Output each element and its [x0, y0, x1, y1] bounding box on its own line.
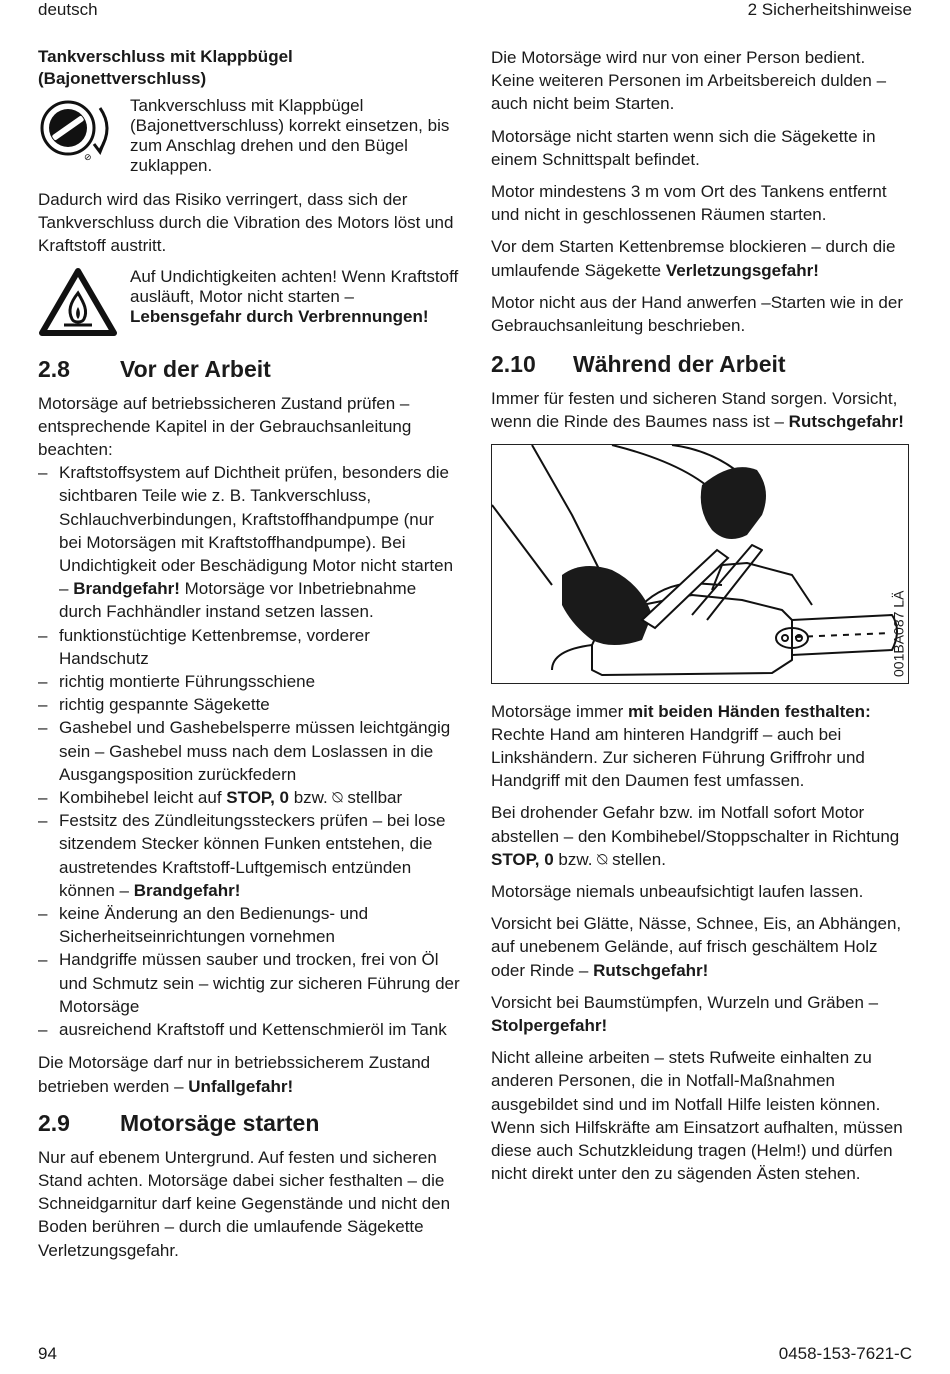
- tank-cap-text: Tankverschluss mit Klappbügel (Bajonettverschluss) korrekt einsetzen, bis zum Anschlag drehen und den Bügel zuklappen.: [130, 96, 450, 175]
- section-2-8-intro: Motorsäge auf betriebssicheren Zustand prüfen – entsprechende Kapitel in der Gebrauchsanleitung beachten:: [38, 393, 412, 460]
- left-column: [38, 46, 460, 1271]
- fire-warning-text-b: Lebensgefahr durch Verbrennungen!: [130, 306, 429, 326]
- chainsaw-illustration: [491, 444, 909, 684]
- section-2-9-number: 2.9: [38, 1109, 70, 1136]
- section-2-8-outro-b: Unfallgefahr!: [188, 1076, 294, 1096]
- paragraph-emergency-stop-a: Bei drohender Gefahr bzw. im Notfall sofort Motor abstellen – den Kombihebel/Stoppschalter in Richtung: [491, 803, 900, 846]
- checklist-item-text-b: STOP, 0: [226, 788, 289, 808]
- fire-warning-icon: [38, 267, 130, 342]
- checklist-item-text-a: Handgriffe müssen sauber und trocken, frei von Öl und Schmutz sein – wichtig zur sicheren Führung der Motorsäge: [59, 950, 460, 1016]
- checklist-item: [38, 670, 460, 693]
- checklist-item: [38, 902, 460, 948]
- tank-cap-block: [38, 96, 460, 176]
- section-2-9-paragraph: Nur auf ebenem Untergrund. Auf festen und sicheren Stand achten. Motorsäge dabei sicher festhalten – die Schneidgarnitur darf keine Gegenstände und nicht den Boden berühren – durch die umlaufende Sägekette Verletzungsgefahr.: [38, 1147, 451, 1260]
- chainsaw-drawing: [492, 445, 908, 683]
- section-2-8-heading: [38, 354, 460, 384]
- paragraph-unattended: Motorsäge niemals unbeaufsichtigt laufen lassen.: [491, 882, 864, 902]
- paragraph-both-hands-a: Motorsäge immer: [491, 701, 628, 721]
- paragraph-both-hands-b: mit beiden Händen festhalten:: [627, 701, 871, 721]
- paragraph-distance: Motor mindestens 3 m vom Ort des Tankens entfernt und nicht in geschlossenen Räumen starten.: [491, 182, 887, 225]
- paragraph-emergency-stop-c: bzw. ⍉ stellen.: [553, 849, 666, 869]
- checklist-item: [38, 786, 460, 809]
- paragraph-slippery-a: Vorsicht bei Glätte, Nässe, Schnee, Eis, an Abhängen, auf unebenem Gelände, auf frisch geschältem Holz oder Rinde –: [491, 914, 902, 980]
- paragraph-tripping-a: Vorsicht bei Baumstümpfen, Wurzeln und Gräben –: [491, 992, 879, 1012]
- fire-warning-text: [130, 267, 460, 342]
- section-2-8-outro-a: Die Motorsäge darf nur in betriebssicherem Zustand betrieben werden –: [38, 1053, 431, 1096]
- paragraph-cut-gap: Motorsäge nicht starten wenn sich die Sägekette in einem Schnittspalt befindet.: [491, 126, 876, 169]
- section-2-9-heading: [38, 1108, 460, 1138]
- header-section: 2 Sicherheitshinweise: [747, 0, 912, 19]
- fire-warning-block: [38, 267, 460, 342]
- paragraph-stance: [491, 387, 913, 433]
- paragraph-not-alone: Nicht alleine arbeiten – stets Rufweite einhalten zu anderen Personen, die in Notfall-Maßnahmen ausgebildet sind und im Notfall Hilfe leisten können. Wenn sich Hilfskräfte am Einsatzort aufhalten, müssen diese auch Schutzkleidung tragen (Helm!) und dürfen nicht direkt unter den zu sägenden Ästen stehen.: [491, 1048, 903, 1184]
- paragraph-one-person: Die Motorsäge wird nur von einer Person bedient. Keine weiteren Personen im Arbeitsbereich dulden – auch nicht beim Starten.: [491, 48, 887, 114]
- paragraph-chain-brake-b: Verletzungsgefahr!: [665, 260, 819, 280]
- checklist-item: [38, 624, 460, 670]
- section-2-8-number: 2.8: [38, 355, 70, 382]
- checklist: [38, 461, 460, 1041]
- paragraph-both-hands: [491, 700, 913, 793]
- tank-paragraph: Dadurch wird das Risiko verringert, dass sich der Tankverschluss durch die Vibration des Motors löst und Kraftstoff austritt.: [38, 190, 454, 256]
- checklist-item-text-a: Festsitz des Zündleitungssteckers prüfen – bei lose sitzendem Stecker können Funken entstehen, die austretendes Kraftstoff-Luftgemisch entzünden können –: [59, 811, 446, 900]
- section-2-8-outro: [38, 1051, 460, 1097]
- checklist-item-text-a: richtig montierte Führungsschiene: [59, 672, 316, 692]
- section-2-9-title: Motorsäge starten: [120, 1109, 320, 1136]
- checklist-item-text-a: funktionstüchtige Kettenbremse, vorderer Handschutz: [59, 625, 370, 668]
- checklist-item: [38, 716, 460, 786]
- checklist-item-text-a: Kraftstoffsystem auf Dichtheit prüfen, besonders die sichtbaren Teile wie z. B. Tankverschluss, Schlauchverbindungen, Kraftstoffhandpumpe (nur bei Motorsägen mit Kraftstoffhandpumpe). Bei Undichtigkeit oder Beschädigung Motor nicht starten –: [59, 463, 454, 599]
- paragraph-stance-a: Immer für festen und sicheren Stand sorgen. Vorsicht, wenn die Rinde des Baumes nass ist –: [491, 389, 898, 432]
- paragraph-slippery: [491, 912, 913, 982]
- checklist-item: [38, 948, 460, 1018]
- checklist-item: [38, 1018, 460, 1041]
- figure-code: 001BA087 LÄ: [890, 590, 906, 677]
- header-language: deutsch: [38, 0, 98, 19]
- paragraph-start-method: Motor nicht aus der Hand anwerfen –Starten wie in der Gebrauchsanleitung beschrieben.: [491, 292, 904, 336]
- document-number: 0458-153-7621-C: [778, 1344, 912, 1363]
- paragraph-chain-brake-a: Vor dem Starten Kettenbremse blockieren – durch die umlaufende Sägekette: [491, 237, 896, 280]
- checklist-item: [38, 809, 460, 902]
- tank-heading: Tankverschluss mit Klappbügel (Bajonettverschluss): [38, 47, 293, 88]
- tank-cap-icon: [38, 96, 130, 176]
- checklist-item-text-c: Motorsäge vor Inbetriebnahme durch Fachhändler instand setzen lassen.: [59, 579, 417, 622]
- paragraph-tripping: [491, 991, 913, 1037]
- section-2-10-title: Während der Arbeit: [573, 351, 786, 378]
- checklist-item-text-c: bzw. ⍉ stellbar: [288, 788, 403, 808]
- paragraph-tripping-b: Stolpergefahr!: [491, 1016, 608, 1036]
- paragraph-emergency-stop-b: STOP, 0: [491, 849, 554, 869]
- checklist-item-text-a: Kombihebel leicht auf: [59, 788, 227, 808]
- right-column: [491, 46, 913, 1195]
- checklist-item-text-a: richtig gespannte Sägekette: [59, 695, 270, 715]
- paragraph-emergency-stop: [491, 801, 913, 871]
- checklist-item-text-a: keine Änderung an den Bedienungs- und Sicherheitseinrichtungen vornehmen: [59, 904, 369, 947]
- paragraph-both-hands-c: Rechte Hand am hinteren Handgriff – auch bei Linkshändern. Zur sicheren Führung Griffrohr und Handgriff mit den Daumen fest umfassen.: [491, 724, 865, 791]
- checklist-item-text-a: Gashebel und Gashebelsperre müssen leichtgängig sein – Gashebel muss nach dem Loslassen in die Ausgangsposition zurückfedern: [59, 718, 451, 784]
- checklist-item: [38, 461, 460, 623]
- page-number: 94: [38, 1344, 57, 1363]
- paragraph-stance-b: Rutschgefahr!: [788, 412, 904, 432]
- section-2-10-number: 2.10: [491, 351, 536, 378]
- section-2-8-title: Vor der Arbeit: [120, 355, 271, 382]
- svg-text:⊘: ⊘: [84, 153, 92, 162]
- checklist-item-text-b: Brandgefahr!: [73, 579, 180, 599]
- fire-warning-text-a: Auf Undichtigkeiten achten! Wenn Kraftstoff ausläuft, Motor nicht starten –: [130, 266, 459, 306]
- paragraph-chain-brake: [491, 235, 913, 281]
- checklist-item-text-a: ausreichend Kraftstoff und Kettenschmieröl im Tank: [59, 1020, 447, 1040]
- section-2-10-heading: [491, 349, 913, 379]
- paragraph-slippery-b: Rutschgefahr!: [593, 960, 709, 980]
- checklist-item-text-b: Brandgefahr!: [133, 880, 241, 900]
- checklist-item: [38, 693, 460, 716]
